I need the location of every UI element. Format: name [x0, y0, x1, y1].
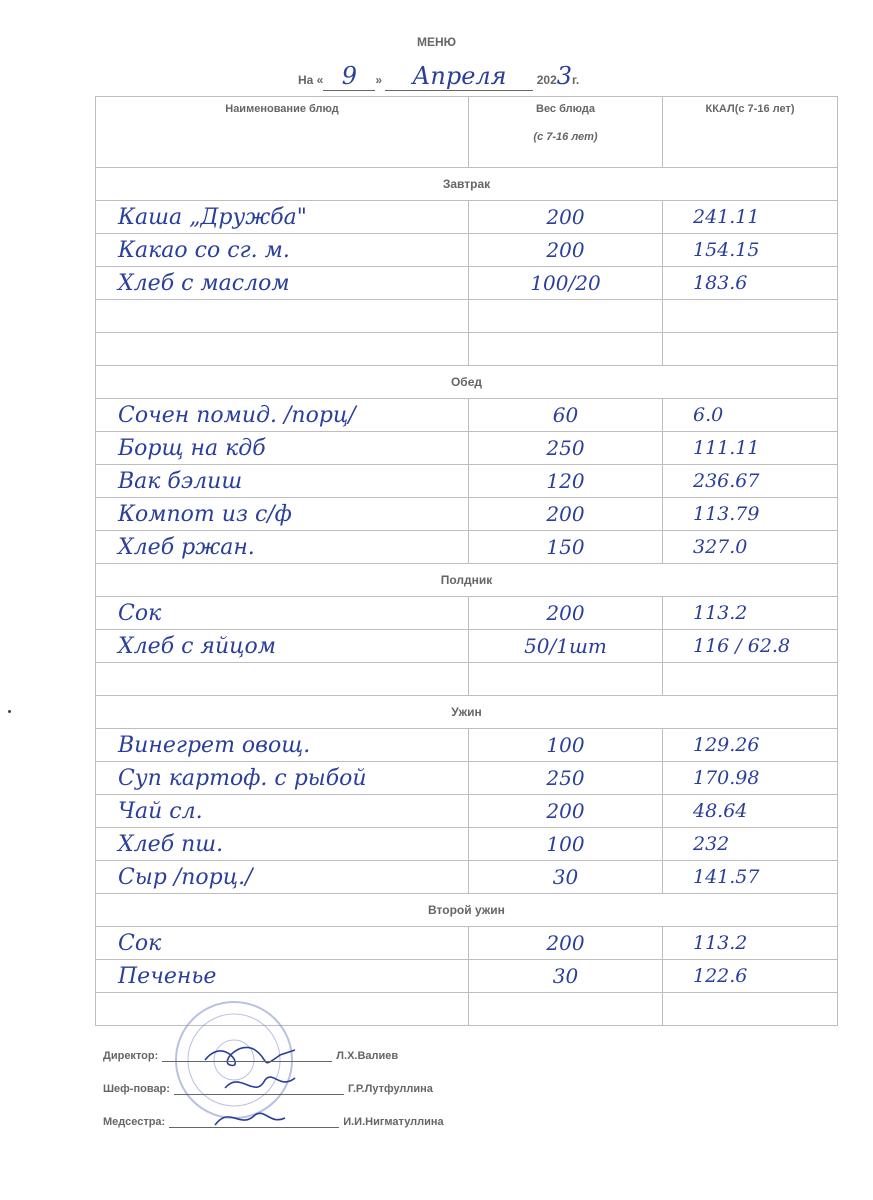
dish-name: Борщ на кдб: [96, 432, 469, 465]
dish-weight: 200: [469, 201, 663, 234]
table-row: [96, 960, 838, 993]
table-row: [96, 498, 838, 531]
dish-weight: 100: [469, 828, 663, 861]
table-row: [96, 234, 838, 267]
dish-kcal: 129.26: [663, 729, 838, 762]
section-breakfast: [96, 168, 838, 201]
role-label: Шеф-повар:: [103, 1083, 170, 1095]
dish-name: Хлеб ржан.: [96, 531, 469, 564]
dish-name: Печенье: [96, 960, 469, 993]
dish-weight: 120: [469, 465, 663, 498]
section-title: Завтрак: [96, 168, 838, 201]
table-row: [96, 267, 838, 300]
role-label: Директор:: [103, 1050, 159, 1062]
dish-kcal: 116 / 62.8: [663, 630, 838, 663]
scan-speck: [8, 710, 11, 713]
signature-line: [162, 1061, 332, 1062]
dish-weight: 200: [469, 597, 663, 630]
dish-weight: 200: [469, 234, 663, 267]
dish-kcal: 113.2: [663, 597, 838, 630]
section-title: Ужин: [96, 696, 838, 729]
dish-kcal: 113.2: [663, 927, 838, 960]
year-suffix: г.: [572, 73, 580, 87]
dish-name: Хлеб пш.: [96, 828, 469, 861]
signature-nurse: [103, 1116, 444, 1128]
table-row: [96, 762, 838, 795]
dish-weight: 30: [469, 861, 663, 894]
section-title: Второй ужин: [96, 894, 838, 927]
dish-weight: 50/1шт: [469, 630, 663, 663]
dish-weight: 100/20: [469, 267, 663, 300]
table-row: [96, 861, 838, 894]
empty-row: [96, 333, 838, 366]
section-title: Полдник: [96, 564, 838, 597]
signature-director: [103, 1050, 398, 1062]
header-kcal: ККАЛ(с 7-16 лет): [663, 97, 838, 168]
dish-weight: 200: [469, 927, 663, 960]
dish-kcal: 111.11: [663, 432, 838, 465]
person-name: И.И.Нигматуллина: [343, 1116, 444, 1128]
dish-weight: 100: [469, 729, 663, 762]
dish-name: Сок: [96, 597, 469, 630]
dish-kcal: 170.98: [663, 762, 838, 795]
dish-kcal: 48.64: [663, 795, 838, 828]
dish-name: Сок: [96, 927, 469, 960]
dish-kcal: 113.79: [663, 498, 838, 531]
header-weight-label: Вес блюда: [536, 103, 595, 115]
dish-weight: 250: [469, 762, 663, 795]
dish-name: Хлеб с маслом: [96, 267, 469, 300]
section-second-dinner: [96, 894, 838, 927]
section-dinner: [96, 696, 838, 729]
dish-weight: 200: [469, 498, 663, 531]
dish-kcal: 154.15: [663, 234, 838, 267]
dish-name: Вак бэлиш: [96, 465, 469, 498]
dish-weight: 60: [469, 399, 663, 432]
table-row: [96, 597, 838, 630]
dish-kcal: 141.57: [663, 861, 838, 894]
table-row: [96, 465, 838, 498]
header-weight-age: (с 7-16 лет): [533, 131, 598, 143]
date-day: 9: [323, 62, 375, 91]
table-row: [96, 531, 838, 564]
dish-kcal: 241.11: [663, 201, 838, 234]
person-name: Г.Р.Лутфуллина: [347, 1083, 433, 1095]
table-row: [96, 630, 838, 663]
dish-name: Суп картоф. с рыбой: [96, 762, 469, 795]
section-title: Обед: [96, 366, 838, 399]
dish-weight: 30: [469, 960, 663, 993]
signature-chef: [103, 1083, 433, 1095]
table-header-row: [96, 97, 838, 168]
dish-name: Чай сл.: [96, 795, 469, 828]
year-digit: 3: [556, 62, 573, 90]
table-row: [96, 201, 838, 234]
date-prefix: На «: [298, 73, 324, 87]
signature-line: [174, 1094, 344, 1095]
dish-weight: 250: [469, 432, 663, 465]
table-row: [96, 399, 838, 432]
table-row: [96, 729, 838, 762]
table-row: [96, 927, 838, 960]
signature-line: [169, 1127, 339, 1128]
dish-kcal: 183.6: [663, 267, 838, 300]
dish-kcal: 236.67: [663, 465, 838, 498]
dish-name: Компот из с/ф: [96, 498, 469, 531]
empty-row: [96, 300, 838, 333]
section-snack: [96, 564, 838, 597]
table-row: [96, 828, 838, 861]
dish-kcal: 122.6: [663, 960, 838, 993]
table-row: [96, 795, 838, 828]
dish-kcal: 6.0: [663, 399, 838, 432]
dish-name: Сыр /порц./: [96, 861, 469, 894]
empty-row: [96, 663, 838, 696]
table-row: [96, 432, 838, 465]
menu-table: [95, 96, 838, 1026]
year-prefix: 202: [536, 73, 557, 87]
dish-weight: 200: [469, 795, 663, 828]
date-line: [298, 62, 579, 91]
person-name: Л.Х.Валиев: [336, 1050, 399, 1062]
dish-name: Сочен помид. /порц/: [96, 399, 469, 432]
dish-weight: 150: [469, 531, 663, 564]
dish-name: Какао со сг. м.: [96, 234, 469, 267]
header-weight: [469, 97, 663, 168]
dish-name: Винегрет овощ.: [96, 729, 469, 762]
dish-kcal: 327.0: [663, 531, 838, 564]
date-month: Апреля: [385, 62, 533, 91]
section-lunch: [96, 366, 838, 399]
dish-name: Хлеб с яйцом: [96, 630, 469, 663]
dish-name: Каша „Дружба": [96, 201, 469, 234]
role-label: Медсестра:: [103, 1116, 166, 1128]
menu-title: МЕНЮ: [416, 35, 457, 49]
header-dish-name: Наименование блюд: [96, 97, 469, 168]
dish-kcal: 232: [663, 828, 838, 861]
date-mid: »: [375, 73, 383, 87]
